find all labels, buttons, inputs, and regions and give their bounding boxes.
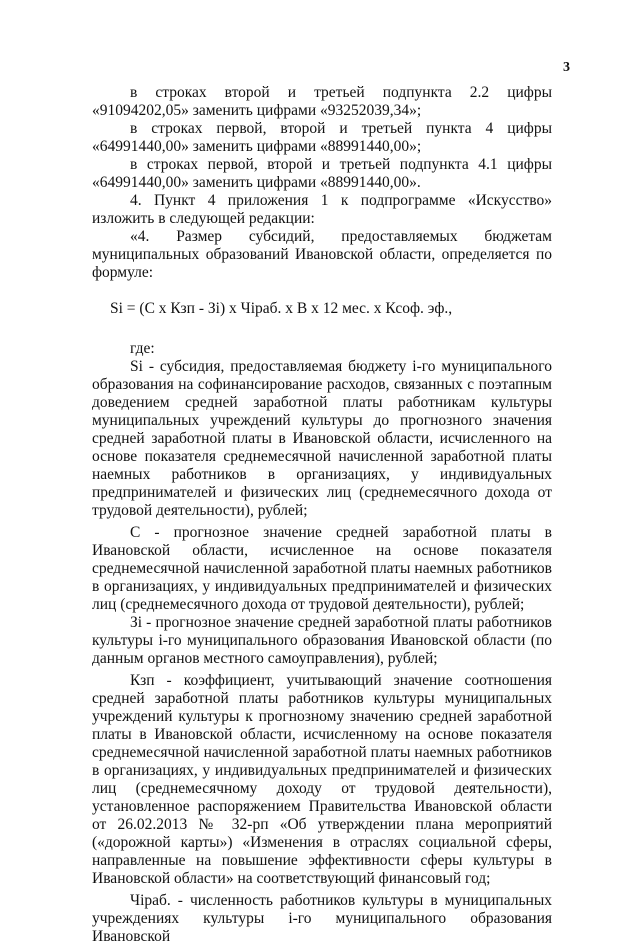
amendment-paragraph: в строках первой, второй и третьей подпункта 4.1 цифры «64991440,00» заменить цифрами «88991440,00». <box>92 156 552 191</box>
definition-c: С - прогнозное значение средней заработной платы в Ивановской области, исчисленное на основе показателя среднемесячной начисленной заработной платы наемных работников в организациях, у индивидуальных предпринимателей и физических лиц (среднемесячного дохода от трудовой деятельности), рублей; <box>92 524 552 613</box>
page-number: 3 <box>563 60 570 75</box>
quoted-section-paragraph: «4. Размер субсидий, предоставляемых бюджетам муниципальных образований Ивановской области, определяется по формуле: <box>92 228 552 281</box>
definition-kzp: Кзп - коэффициент, учитывающий значение соотношения средней заработной платы работников культуры муниципальных учреждений культуры к прогнозному значению средней заработной платы в Ивановской области, исчисленному на основе показателя среднемесячной начисленной заработной платы наемных работников в организациях, у индивидуальных предпринимателей и физических лиц (среднемесячному доходу от трудовой деятельности), установленное распоряжением Правительства Ивановской области от 26.02.2013 № 32-рп «Об утверждении плана мероприятий («дорожной карты») «Изменения в отраслях социальной сферы, направленные на повышение эффективности сферы культуры в Ивановской области» на соответствующий финансовый год; <box>92 672 552 887</box>
amendment-paragraph: в строках первой, второй и третьей пункта 4 цифры «64991440,00» заменить цифрами «88991440,00»; <box>92 120 552 155</box>
document-body <box>92 84 552 946</box>
amendment-paragraph: в строках второй и третьей подпункта 2.2 цифры «91094202,05» заменить цифрами «93252039,34»; <box>92 84 552 119</box>
section-paragraph: 4. Пункт 4 приложения 1 к подпрограмме «Искусство» изложить в следующей редакции: <box>92 192 552 227</box>
definition-zi: Зi - прогнозное значение средней заработной платы работников культуры i-го муниципального образования Ивановской области (по данным органов местного самоуправления), рублей; <box>92 614 552 667</box>
where-label: где: <box>130 340 155 357</box>
definition-si: Si - субсидия, предоставляемая бюджету i-го муниципального образования на софинансирование расходов, связанных с поэтапным доведением средней заработной платы работникам культуры муниципальных учреждений культуры до прогнозного значения средней заработной платы в Ивановской области, исчисленного на основе показателя среднемесячной начисленной заработной платы наемных работников в организациях, у индивидуальных предпринимателей и физических лиц (среднемесячного дохода от трудовой деятельности), рублей; <box>92 358 552 519</box>
definition-chirab: Чiраб. - численность работников культуры в муниципальных учреждениях культуры i-го муниципального образования Ивановской <box>92 892 552 945</box>
subsidy-formula: Si = (С х Кзп - Зi) х Чiраб. х В х 12 мес. х Ксоф. эф., <box>110 300 453 317</box>
